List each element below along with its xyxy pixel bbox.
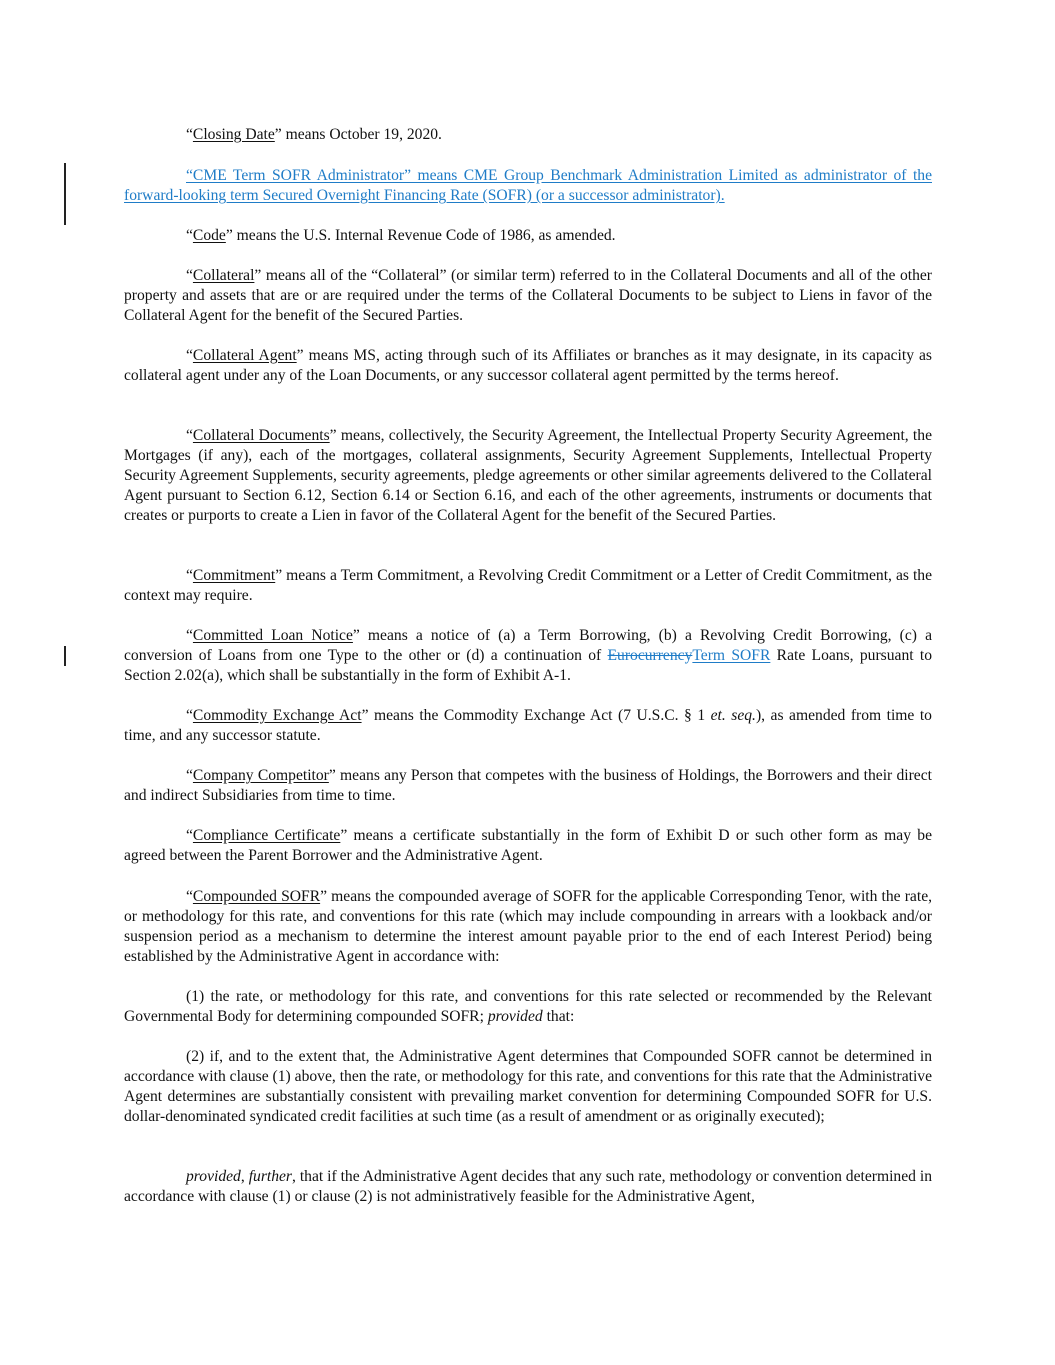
italic-text: provided [487, 1008, 543, 1025]
definition-compliance-certificate: “Compliance Certificate” means a certificate substantially in the form of Exhibit D or such other form as may be agreed between the Parent Borrower and the Administrative Agent. [124, 827, 932, 864]
definition-text: ), as amended from time to time, and any successor statute. [124, 707, 932, 744]
definition-text: means any Person that competes with the business of Holdings, the Borrowers and their direct and indirect Subsidiaries from time to time. [124, 767, 932, 804]
defined-term: Collateral Documents [192, 427, 330, 444]
defined-term: Company Competitor [192, 767, 329, 784]
inserted-text: Term SOFR [692, 647, 771, 664]
proviso-further [124, 1167, 932, 1207]
definition-text: means a certificate substantially in the form of Exhibit D or such other form as may be agreed between the Parent Borrower and the Administrative Agent. [124, 827, 932, 864]
clause-1 [124, 987, 932, 1027]
definition-text: means the compounded average of SOFR for the applicable Corresponding Tenor, with the rate, or methodology for this rate, and conventions for this rate (which may include compounding in arrears with a lookback and/or suspension period as a mechanism to determine the interest amount payable prior to the end of each Interest Period) being established by the Administrative Agent in accordance with: [124, 888, 933, 965]
deleted-text: Eurocurrency [607, 647, 693, 664]
definition-text: means, collectively, the Security Agreement, the Intellectual Property Security Agreement, the Mortgages (if any), each of the mortgages, collateral assignments, Security Agreement Supplements, Intellectual Property Security Agreement Supplements, security agreements, pledge agreements or other similar agreements delivered to the Collateral Agent pursuant to Section 6.12, Section 6.14 or Section 6.16, and each of the other agreements, instruments or documents that creates or purports to create a Lien in favor of the Collateral Agent for the benefit of the Secured Parties. [124, 427, 932, 524]
clause-text: (2) if, and to the extent that, the Administrative Agent determines that Compounded SOFR cannot be determined in accordance with clause (1) above, then the rate, or methodology for this rate, and conventions for this rate that the Administrative Agent determines are substantially consistent with prevailing market convention for determining Compounded SOFR for U.S. dollar-denominated syndicated credit facilities at such time (as a result of amendment or as originally executed); [124, 1048, 932, 1125]
clause-2 [124, 1047, 932, 1127]
defined-term: Committed Loan Notice [192, 627, 353, 644]
change-bar-committed-loan-notice [64, 646, 66, 666]
definition-text: means a Term Commitment, a Revolving Credit Commitment or a Letter of Credit Commitment, as the context may require. [124, 567, 932, 604]
definition-commitment: “Commitment” means a Term Commitment, a Revolving Credit Commitment or a Letter of Credit Commitment, as the context may require. [124, 567, 932, 604]
definition-text: means all of the “Collateral” (or similar term) referred to in the Collateral Documents and all of the other property and assets that are or are required under the terms of the Collateral Documents to be subject to Liens in favor of the Collateral Agent for the benefit of the Secured Parties. [124, 267, 932, 324]
defined-term: Compounded SOFR [192, 888, 321, 905]
definition-cme-term-sofr-administrator [124, 166, 932, 206]
definition-company-competitor: “Company Competitor” means any Person that competes with the business of Holdings, the Borrowers and their direct and indirect Subsidiaries from time to time. [124, 767, 932, 804]
definition-text: means MS, acting through such of its Affiliates or branches as it may designate, in its capacity as collateral agent under any of the Loan Documents, or any successor collateral agent permitted by the terms hereof. [124, 347, 932, 384]
change-bar-cme-term-sofr [64, 163, 66, 225]
defined-term: Collateral [192, 267, 255, 284]
definition-collateral: “Collateral” means all of the “Collateral” (or similar term) referred to in the Collateral Documents and all of the other property and assets that are or are required under the terms of the Collateral Documents to be subject to Liens in favor of the Collateral Agent for the benefit of the Secured Parties. [124, 267, 932, 324]
definition-text: means the U.S. Internal Revenue Code of 1986, as amended. [232, 227, 616, 244]
defined-term: Collateral Agent [192, 347, 297, 364]
italic-text: provided [186, 1168, 241, 1185]
definition-commodity-exchange-act: “Commodity Exchange Act” means the Commodity Exchange Act (7 U.S.C. § 1 et. seq.), as amended from time to time, and any successor statute. [124, 707, 932, 744]
definition-text: means the Commodity Exchange Act (7 U.S.C. § 1 [368, 707, 711, 724]
clause-text: , that if the Administrative Agent decides that any such rate, methodology or convention determined in accordance with clause (1) or clause (2) is not administratively feasible for the Administrative Agent, [124, 1168, 932, 1205]
definition-code: “Code” means the U.S. Internal Revenue Code of 1986, as amended. [186, 227, 616, 244]
definition-collateral-documents: “Collateral Documents” means, collectively, the Security Agreement, the Intellectual Property Security Agreement, the Mortgages (if any), each of the mortgages, collateral assignments, Security Agreement Supplements, Intellectual Property Security Agreement Supplements, security agreements, pledge agreements or other similar agreements delivered to the Collateral Agent pursuant to Section 6.12, Section 6.14 or Section 6.16, and each of the other agreements, instruments or documents that creates or purports to create a Lien in favor of the Collateral Agent for the benefit of the Secured Parties. [124, 427, 932, 524]
italic-text: et. seq. [710, 707, 756, 724]
clause-text: that: [542, 1008, 575, 1025]
definition-committed-loan-notice: “Committed Loan Notice” means a notice of (a) a Term Borrowing, (b) a Revolving Credit Borrowing, (c) a conversion of Loans from one Type to the other or (d) a continuation of EurocurrencyTerm SOFR Rate Loans, pursuant to Section 2.02(a), which shall be substantially in the form of Exhibit A-1. [124, 627, 932, 684]
defined-term: Commitment [192, 567, 276, 584]
definition-text: means a notice of (a) a Term Borrowing, (b) a Revolving Credit Borrowing, (c) a conversion of Loans from one Type to the other or (d) a continuation of [124, 627, 932, 664]
defined-term: Commodity Exchange Act [192, 707, 362, 724]
defined-term: Code [192, 227, 226, 244]
definition-text: means October 19, 2020. [281, 126, 442, 143]
defined-term: Compliance Certificate [192, 827, 341, 844]
definition-text: Rate Loans, pursuant to Section 2.02(a), which shall be substantially in the form of Exhibit A-1. [124, 647, 932, 684]
inserted-text: “CME Term SOFR Administrator” means CME Group Benchmark Administration Limited as administrator of the forward-looking term Secured Overnight Financing Rate (SOFR) (or a successor administrator). [124, 167, 932, 204]
definition-compounded-sofr: “Compounded SOFR” means the compounded average of SOFR for the applicable Corresponding Tenor, with the rate, or methodology for this rate, and conventions for this rate (which may include compounding in arrears with a lookback and/or suspension period as a mechanism to determine the interest amount payable prior to the end of each Interest Period) being established by the Administrative Agent in accordance with: [124, 888, 933, 965]
definition-collateral-agent: “Collateral Agent” means MS, acting through such of its Affiliates or branches as it may designate, in its capacity as collateral agent under any of the Loan Documents, or any successor collateral agent permitted by the terms hereof. [124, 347, 932, 384]
italic-text: further [248, 1168, 293, 1185]
separator-text: , [240, 1168, 249, 1185]
definition-closing-date: “Closing Date” means October 19, 2020. [186, 126, 442, 143]
clause-text: (1) the rate, or methodology for this rate, and conventions for this rate selected or recommended by the Relevant Governmental Body for determining compounded SOFR; [124, 988, 932, 1025]
defined-term: Closing Date [192, 126, 275, 143]
